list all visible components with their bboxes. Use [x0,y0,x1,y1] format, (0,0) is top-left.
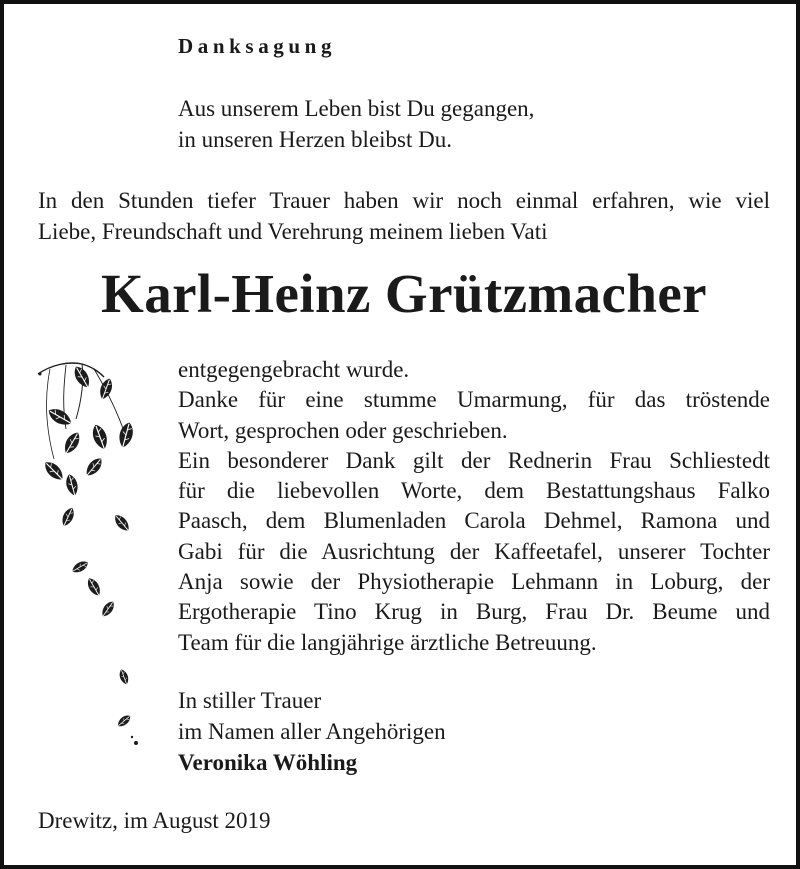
thanks-body [178,355,770,658]
body-line: Ergotherapie Tino Krug in Burg, Frau Dr. Beume und [178,599,770,625]
intro-line-2: Liebe, Freundschaft und Verehrung meinem lieben Vati [38,219,548,244]
closing-line-1: In stiller Trauer [178,688,322,713]
falling-leaves-icon [36,359,161,759]
body-line: Danke für eine stumme Umarmung, für das tröstende [178,387,770,413]
body-line: Ein besonderer Dank gilt der Rednerin Frau Schliestedt [178,447,770,473]
deceased-name: Karl-Heinz Grützmacher [101,263,707,324]
heading-danksagung: Danksagung [178,34,337,58]
intro-text [38,185,770,247]
intro-line-1: In den Stunden tiefer Trauer haben wir noch einmal erfahren, wie viel [38,188,770,213]
body-line: für die liebevollen Worte, dem Bestattungshaus Falko [178,478,770,504]
place-date: Drewitz, im August 2019 [38,808,271,833]
poem-line-1: Aus unserem Leben bist Du gegangen, [178,96,535,121]
body-line: entgegengebracht wurde. [178,357,410,382]
poem [178,93,534,155]
body-line: Paasch, dem Blumenladen Carola Dehmel, Ramona und [178,508,770,534]
body-line: Wort, gesprochen oder geschrieben. [178,417,508,443]
body-line: Anja sowie der Physiotherapie Lehmann in Loburg, der [178,569,770,595]
body-line: Gabi für die Ausrichtung der Kaffeetafel, unserer Tochter [178,538,770,564]
closing-line-2: im Namen aller Angehörigen [178,719,446,744]
signer-name: Veronika Wöhling [178,750,358,775]
body-line: Team für die langjährige ärztliche Betreuung. [178,629,597,655]
closing-block [178,685,446,778]
poem-line-2: in unseren Herzen bleibst Du. [178,127,453,152]
